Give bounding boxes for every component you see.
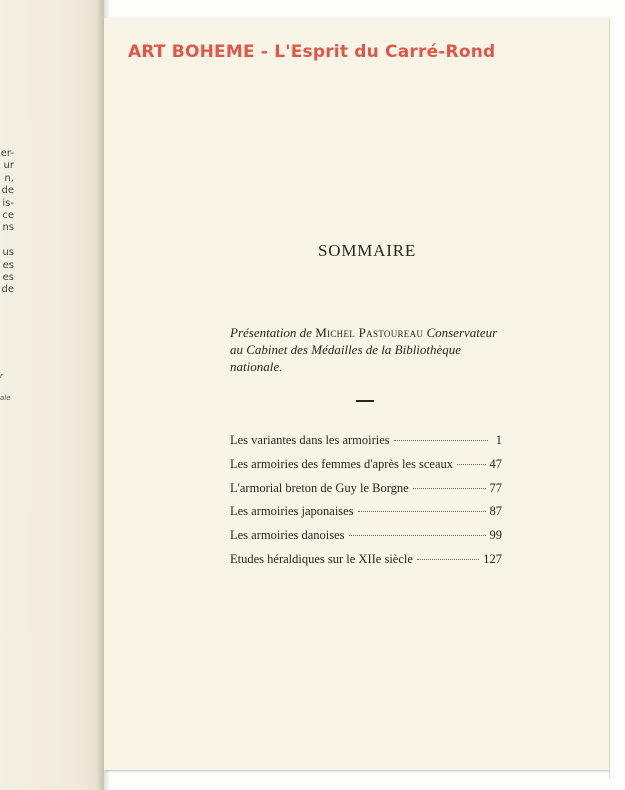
- previous-page-fragment: de: [1, 284, 14, 296]
- page-title: SOMMAIRE: [318, 241, 417, 260]
- toc-entry-title: Les armoiries des femmes d'après les sceaux: [230, 456, 454, 471]
- toc-entry-page: 47: [489, 456, 502, 471]
- previous-page-fragment: de: [1, 185, 14, 197]
- toc-entry-page: 99: [489, 528, 502, 543]
- toc-entry-title: Les armoiries japonaises: [230, 504, 354, 519]
- toc-entry-title: L'armorial breton de Guy le Borgne: [230, 480, 409, 495]
- page-edge: [609, 18, 625, 778]
- previous-page: [0, 0, 104, 790]
- toc-entry-page: 127: [483, 551, 502, 566]
- toc-entry: [230, 457, 502, 481]
- presentation-author: Michel Pastoureau: [315, 325, 424, 340]
- previous-page-fragment: is-: [2, 197, 14, 209]
- toc-entry-page: 1: [495, 433, 502, 447]
- previous-page-fragment: er-: [0, 148, 14, 159]
- toc-leader-dots: [349, 535, 486, 536]
- toc-leader-dots: [413, 488, 486, 489]
- previous-page-text: [0, 148, 14, 297]
- toc-entry-page: 87: [489, 504, 502, 519]
- toc-entry: [230, 552, 502, 576]
- table-of-contents: [230, 433, 502, 576]
- toc-leader-dots: [417, 559, 479, 560]
- previous-page-small-text: ale: [0, 394, 11, 402]
- toc-leader-dots: [358, 511, 486, 512]
- previous-page-fragment: ns: [2, 222, 14, 234]
- toc-entry-title: Les variantes dans les armoiries: [230, 433, 390, 447]
- presentation-suffix: Conservateur au Cabinet des Médailles de la Bibliothèque nationale.: [230, 325, 498, 374]
- toc-entry-title: Les armoiries danoises: [230, 528, 345, 543]
- toc-entry: [230, 481, 502, 505]
- previous-page-small-text: r: [0, 372, 3, 380]
- previous-page-fragment: n,: [4, 172, 14, 184]
- toc-entry: [230, 433, 502, 457]
- previous-page-fragment: [0, 235, 14, 247]
- previous-page-fragment: es: [2, 272, 14, 284]
- previous-page-fragment: ce: [2, 210, 14, 222]
- presentation-paragraph: [230, 324, 505, 375]
- previous-page-fragment: es: [2, 259, 14, 271]
- toc-entry: [230, 528, 502, 552]
- toc-entry: [230, 504, 502, 528]
- presentation-prefix: Présentation de: [230, 325, 316, 340]
- previous-page-fragment: ur: [3, 160, 14, 172]
- toc-entry-title: Etudes héraldiques sur le XIIe siècle: [230, 551, 413, 566]
- separator-dash: [356, 400, 374, 402]
- previous-page-fragment: us: [2, 247, 14, 259]
- sommaire-page: [104, 18, 609, 770]
- toc-entry-page: 77: [489, 480, 502, 495]
- seller-watermark: ART BOHEME - L'Esprit du Carré-Rond: [128, 42, 496, 62]
- toc-leader-dots: [394, 440, 488, 441]
- toc-leader-dots: [457, 464, 485, 465]
